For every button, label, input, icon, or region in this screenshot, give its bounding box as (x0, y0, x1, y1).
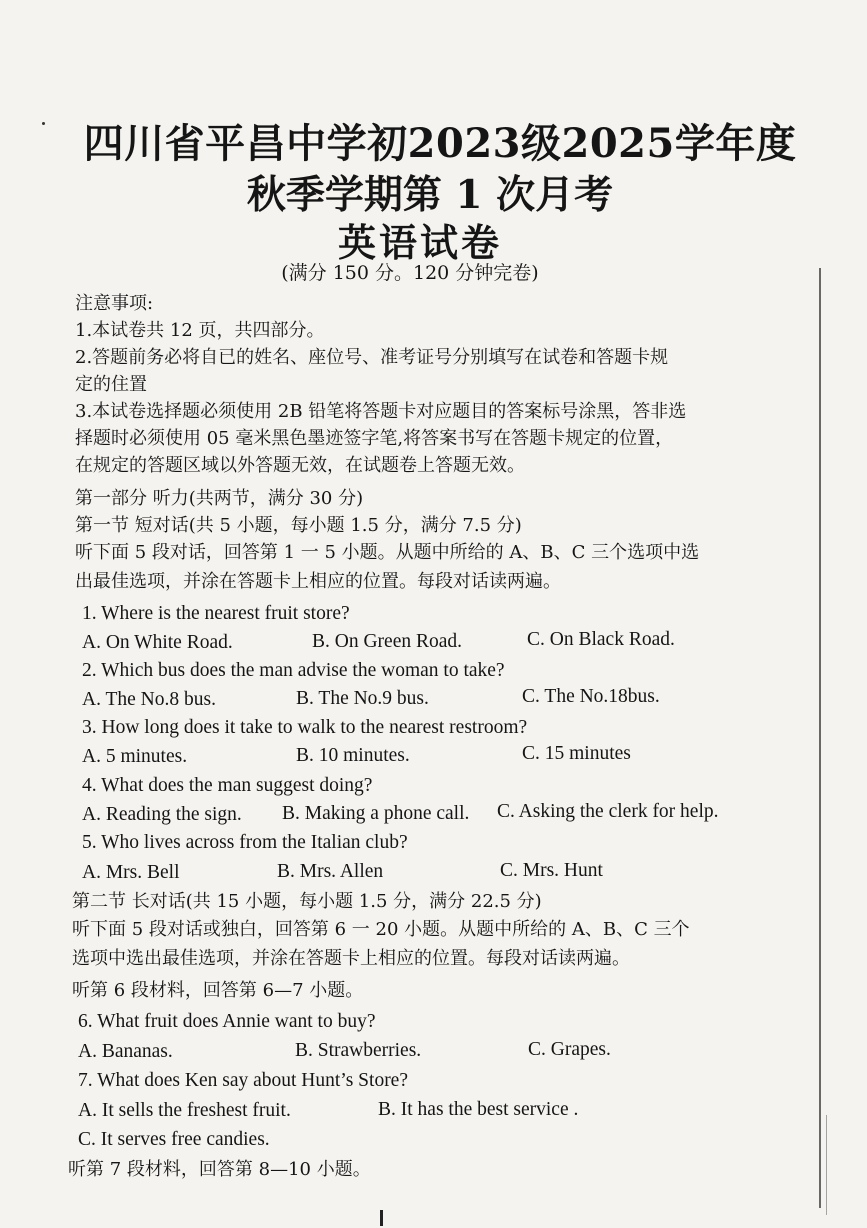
question-4: 4. What does the man suggest doing? (82, 775, 373, 796)
q7-option-a: A. It sells the freshest fruit. (78, 1100, 291, 1121)
q7-option-c: C. It serves free candies. (78, 1129, 270, 1150)
q5-option-b: B. Mrs. Allen (277, 861, 384, 882)
q1-option-b: B. On Green Road. (312, 631, 463, 652)
section2-instructions-cont: 选项中选出最佳选项，并涂在答题卡上相应的位置。每段对话读两遍。 (72, 948, 630, 969)
scan-edge (819, 268, 821, 1208)
scan-edge (826, 1115, 827, 1215)
exam-title-line2: 秋季学期第 1 次月考 (246, 172, 614, 218)
question-2: 2. Which bus does the man advise the woman to take? (82, 660, 505, 681)
material-6-heading: 听第 6 段材料，回答第 6—7 小题。 (72, 980, 364, 1001)
q4-option-c: C. Asking the clerk for help. (497, 801, 719, 822)
part1-heading: 第一部分 听力(共两节，满分 30 分) (75, 488, 364, 509)
q6-option-a: A. Bananas. (78, 1041, 173, 1062)
exam-score-time: (满分 150 分。120 分钟完卷) (281, 262, 539, 284)
material-7-heading: 听第 7 段材料，回答第 8—10 小题。 (68, 1159, 371, 1180)
q4-option-b: B. Making a phone call. (282, 803, 470, 824)
notice-item-3: 3.本试卷选择题必须使用 2B 铅笔将答题卡对应题目的答案标号涂黑，答非选 (75, 401, 687, 422)
q6-option-c: C. Grapes. (528, 1039, 611, 1060)
q3-option-c: C. 15 minutes (522, 743, 631, 764)
exam-title-subject: 英语试卷 (337, 220, 502, 265)
question-7: 7. What does Ken say about Hunt’s Store? (78, 1070, 408, 1091)
exam-title-line1: 四川省平昌中学初2023级2025学年度 (83, 120, 797, 167)
section1-instructions: 听下面 5 段对话，回答第 1 一 5 小题。从题中所给的 A、B、C 三个选项中选 (75, 542, 700, 563)
section2-heading: 第二节 长对话(共 15 小题，每小题 1.5 分，满分 22.5 分) (72, 891, 542, 912)
q2-option-b: B. The No.9 bus. (296, 688, 429, 709)
question-1: 1. Where is the nearest fruit store? (82, 603, 350, 624)
q7-option-b: B. It has the best service . (378, 1099, 579, 1120)
page-number-mark (380, 1210, 383, 1226)
question-6: 6. What fruit does Annie want to buy? (78, 1011, 376, 1032)
section2-instructions: 听下面 5 段对话或独白，回答第 6 一 20 小题。从题中所给的 A、B、C 三个 (72, 919, 690, 940)
section1-heading: 第一节 短对话(共 5 小题，每小题 1.5 分，满分 7.5 分) (75, 515, 522, 536)
q2-option-a: A. The No.8 bus. (82, 689, 216, 710)
q3-option-b: B. 10 minutes. (296, 745, 410, 766)
notice-item-2-cont: 定的住置 (75, 374, 147, 395)
q5-option-a: A. Mrs. Bell (82, 862, 180, 883)
notice-item-2: 2.答题前务必将自已的姓名、座位号、准考证号分别填写在试卷和答题卡规 (75, 347, 669, 368)
q5-option-c: C. Mrs. Hunt (500, 860, 603, 881)
notice-item-1: 1.本试卷共 12 页，共四部分。 (75, 320, 325, 341)
notice-heading: 注意事项: (75, 293, 154, 314)
question-3: 3. How long does it take to walk to the nearest restroom? (82, 717, 528, 738)
q3-option-a: A. 5 minutes. (82, 746, 188, 767)
q1-option-c: C. On Black Road. (527, 629, 675, 650)
q1-option-a: A. On White Road. (82, 632, 233, 653)
question-5: 5. Who lives across from the Italian club? (82, 832, 408, 853)
q4-option-a: A. Reading the sign. (82, 804, 242, 825)
q2-option-c: C. The No.18bus. (522, 686, 660, 707)
q6-option-b: B. Strawberries. (295, 1040, 422, 1061)
section1-instructions-cont: 出最佳选项，并涂在答题卡上相应的位置。每段对话读两遍。 (75, 571, 561, 592)
notice-item-3-cont2: 在规定的答题区域以外答题无效，在试题卷上答题无效。 (75, 455, 525, 476)
notice-item-3-cont: 择题时必须使用 05 毫米黑色墨迹签字笔,将答案书写在答题卡规定的位置， (75, 428, 674, 449)
